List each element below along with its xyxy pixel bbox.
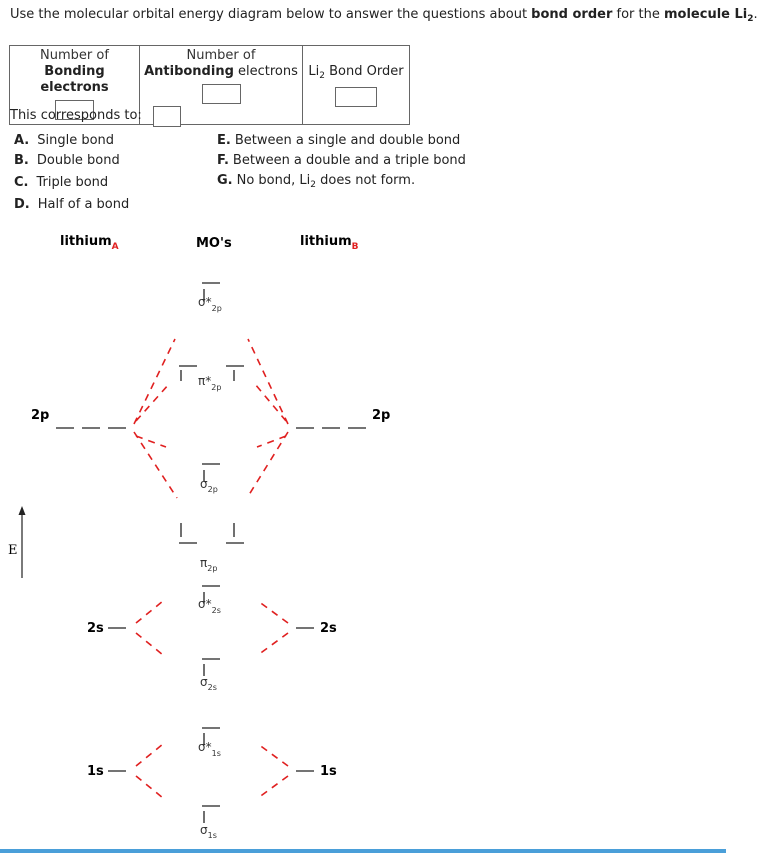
corr-left-1s-up	[136, 744, 163, 766]
option-d: D. Half of a bond	[14, 197, 130, 212]
corr-left-1s-down	[136, 776, 163, 798]
left-2p-label: 2p	[31, 408, 50, 423]
mo-label-sigma-2p: $\sigma_{2p}$	[200, 477, 218, 494]
mo-labels	[198, 295, 222, 840]
corresponds-label: This corresponds to:	[10, 108, 142, 123]
energy-label: E	[8, 543, 18, 558]
center-title: MO's	[196, 236, 232, 251]
bottom-scroll-bar	[0, 849, 726, 853]
right-atom-label: lithium$_B$	[300, 234, 359, 252]
option-g: G. No bond, $Li_2$ does not form.	[217, 173, 416, 190]
corr-left-2s-up	[136, 601, 163, 623]
right-2p-label: 2p	[372, 408, 391, 423]
corr-left-2p-to-sigmastar	[136, 384, 169, 421]
corr-left-2p-to-pistar	[134, 339, 175, 424]
bonding-electrons-cell: Number of Bonding electrons	[10, 46, 140, 125]
mo-label-pi-2p: $\pi_{2p}$	[200, 556, 218, 573]
left-2s-label: 2s	[87, 621, 104, 636]
corr-right-2p-to-sigma	[257, 436, 286, 447]
mo-label-sigma-2s: $\sigma_{2s}$	[200, 675, 217, 692]
mo-label-pi-star-2p: $\pi*_{2p}$	[198, 374, 222, 392]
mo-label-sigma-star-2p: $\sigma*_{2p}$	[198, 295, 222, 313]
corr-right-1s-down	[258, 776, 288, 798]
mo-lines	[179, 283, 244, 806]
antibonding-electrons-cell: Number of Antibonding electrons	[140, 46, 303, 125]
corr-right-2p-to-pi	[247, 432, 288, 498]
mo-label-sigma-1s: $\sigma_{1s}$	[200, 823, 217, 840]
left-1s-label: 1s	[87, 764, 104, 779]
energy-axis	[8, 506, 26, 578]
corr-left-2s-down	[136, 633, 163, 655]
corr-right-2p-to-sigmastar	[255, 384, 286, 421]
right-1s-label: 1s	[320, 764, 337, 779]
left-atom-label: lithium$_A$	[60, 234, 119, 252]
mo-label-sigma-star-1s: $\sigma*_{1s}$	[198, 740, 221, 758]
option-b: B. Double bond	[14, 153, 120, 168]
bond-order-cell: $Li_2$ Bond Order	[303, 46, 410, 125]
question-prompt: Use the molecular orbital energy diagram below to answer the questions about bond order for the molecule $Li_2$.	[10, 7, 758, 24]
corr-right-1s-up	[258, 744, 288, 766]
mo-label-sigma-star-2s: $\sigma*_{2s}$	[198, 597, 221, 615]
corr-right-2s-up	[258, 601, 288, 623]
corr-right-2s-down	[258, 633, 288, 655]
corr-left-2p-to-pi	[134, 432, 177, 498]
corr-left-2p-to-sigma	[136, 436, 166, 447]
corr-right-2p-to-pistar	[248, 339, 288, 424]
option-a: A. Single bond	[14, 133, 115, 148]
option-c: C. Triple bond	[14, 175, 109, 190]
right-2s-label: 2s	[320, 621, 337, 636]
option-e: E. Between a single and double bond	[217, 133, 461, 148]
option-f: F. Between a double and a triple bond	[217, 153, 466, 168]
